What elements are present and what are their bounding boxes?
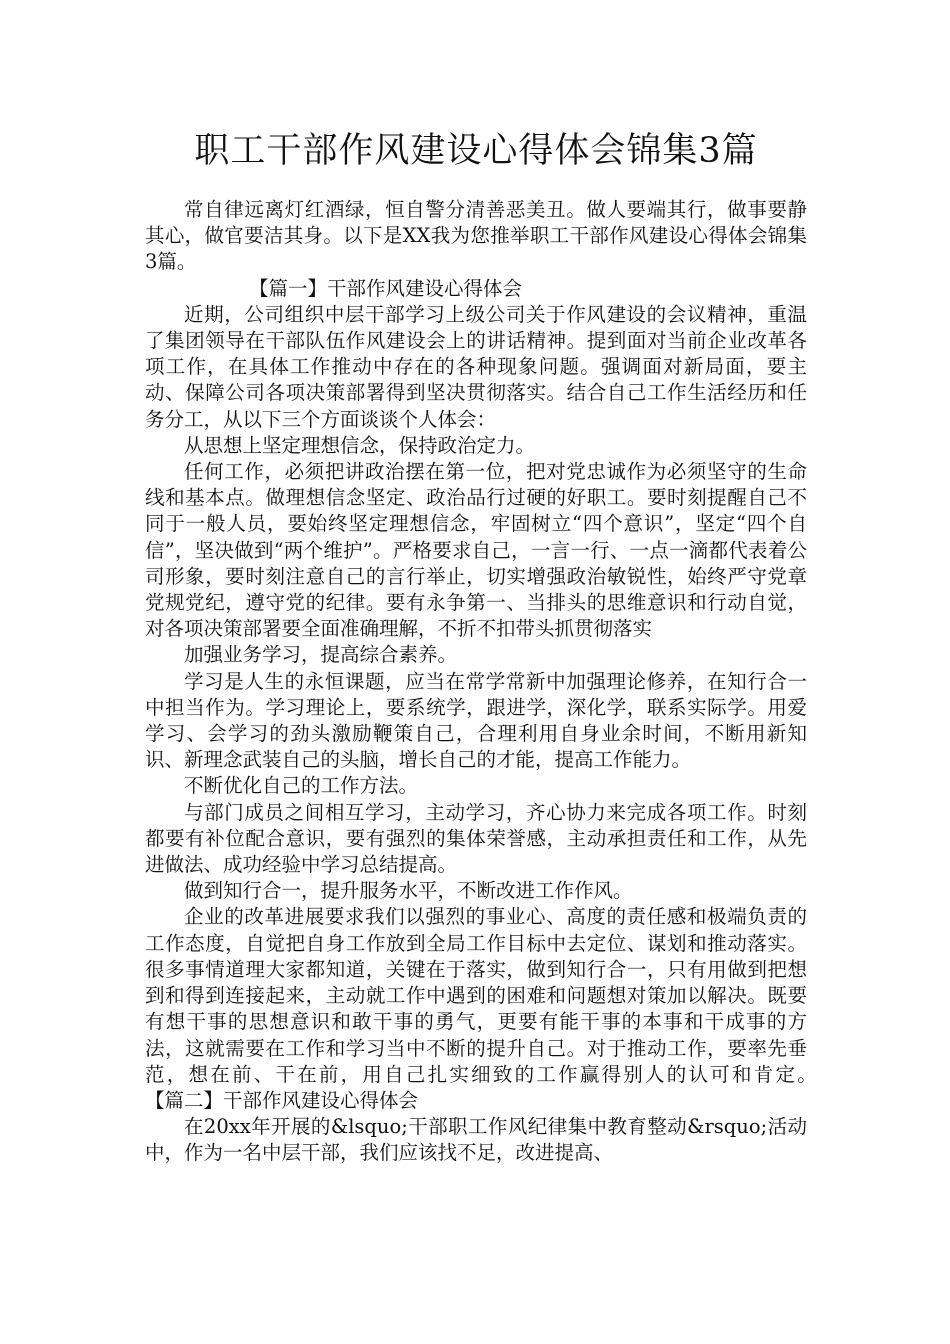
document-body xyxy=(145,197,847,1167)
body-paragraph: 学习是人生的永恒课题，应当在常学常新中加强理论修养，在知行合一中担当作为。学习理论上，要系统学，跟进学，深化学，联系实际学。用爱学习、会学习的劲头激励鞭策自己，合理利用自身业余时间，不断用新知识、新理念武装自己的头脑，增长自己的才能，提高工作能力。 xyxy=(145,669,807,772)
body-paragraph: 任何工作，必须把讲政治摆在第一位，把对党忠诚作为必须坚守的生命线和基本点。做理想信念坚定、政治品行过硬的好职工。要时刻提醒自己不同于一般人员，要始终坚定理想信念，牢固树立“四个意识”，坚定“四个自信”，坚决做到“两个维护”。严格要求自己，一言一行、一点一滴都代表着公司形象，要时刻注意自己的言行举止，切实增强政治敏锐性，始终严守党章党规党纪，遵守党的纪律。要有永争第一、当排头的思维意识和行动自觉，对各项决策部署要全面准确理解，不折不扣带头抓贯彻落实 xyxy=(145,460,807,641)
body-paragraph: 与部门成员之间相互学习，主动学习，齐心协力来完成各项工作。时刻都要有补位配合意识，要有强烈的集体荣誉感，主动承担责任和工作，从先进做法、成功经验中学习总结提高。 xyxy=(145,800,807,877)
section-heading: 【篇一】干部作风建设心得体会 xyxy=(249,276,523,300)
document-page xyxy=(145,125,847,1167)
body-paragraph: 近期，公司组织中层干部学习上级公司关于作风建设的会议精神，重温了集团领导在干部队伍作风建设会上的讲话精神。提到面对当前企业改革各项工作，在具体工作推动中存在的各种现象问题。强调面对新局面，要主动、保障公司各项决策部署得到坚决贯彻落实。结合自己工作生活经历和任务分工，从以下三个方面谈谈个人体会： xyxy=(145,302,807,431)
subheading-paragraph: 做到知行合一，提升服务水平，不断改进工作作风。 xyxy=(184,879,633,903)
document-title: 职工干部作风建设心得体会锦集3篇 xyxy=(194,131,758,171)
intro-paragraph: 常自律远离灯红酒绿，恒自警分清善恶美丑。做人要端其行，做事要静其心，做官要洁其身。以下是XX我为您推举职工干部作风建设心得体会锦集3篇。 xyxy=(145,198,807,274)
subheading-paragraph: 从思想上坚定理想信念，保持政治定力。 xyxy=(184,433,536,457)
subheading-paragraph: 加强业务学习，提高综合素养。 xyxy=(184,643,458,667)
body-paragraph: 在20xx年开展的&lsquo;干部职工作风纪律集中教育整动&rsquo;活动中，作为一名中层干部，我们应该找不足，改进提高、 xyxy=(145,1115,807,1165)
subheading-paragraph: 不断优化自己的工作方法。 xyxy=(184,774,419,798)
body-paragraph: 企业的改革进展要求我们以强烈的事业心、高度的责任感和极端负责的工作态度，自觉把自身工作放到全局工作目标中去定位、谋划和推动落实。很多事情道理大家都知道，关键在于落实，做到知行合一，只有用做到把想到和得到连接起来，主动就工作中遇到的困难和问题想对策加以解决。既要有想干事的思想意识和敢干事的勇气，更要有能干事的本事和干成事的方法，这就需要在工作和学习当中不断的提升自己。对于推动工作，要率先垂范，想在前、干在前，用自己扎实细致的工作赢得别人的认可和肯定。 【篇二】干部作风建设心得体会 xyxy=(145,905,847,1112)
